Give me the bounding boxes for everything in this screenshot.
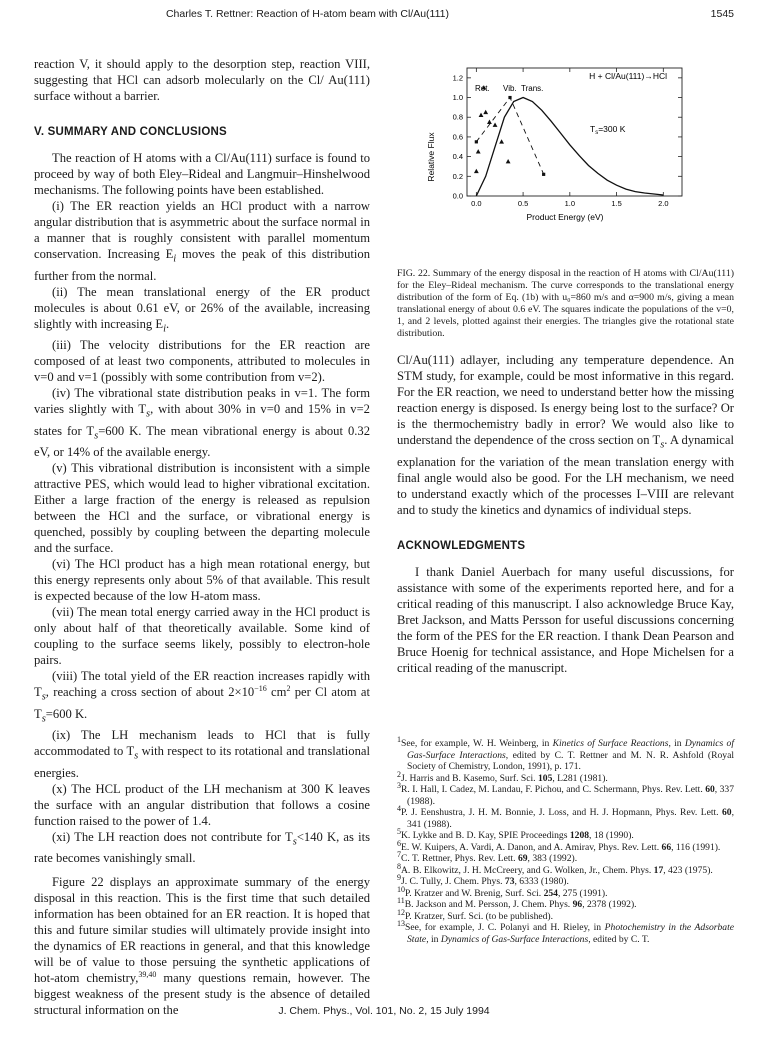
reference-number: 9 — [397, 872, 401, 882]
reference-number: 12 — [397, 907, 405, 917]
list-item-i: (i) The ER reaction yields an HCl product with a narrow angular distribution that is asymmetric about the surface normal in a manner that is roughly consistent with parallel momentum conservation. Increasing $E_i$ moves the peak of this distribution further from the normal. — [34, 199, 370, 283]
y-tick-label: 0.6 — [452, 132, 463, 142]
x-tick-label: 2.0 — [658, 199, 669, 208]
x-tick-label: 1.0 — [564, 199, 576, 208]
reference-item: $^{10}$P. Kratzer and W. Brenig, Surf. Sci. 254, 275 (1991). — [397, 884, 608, 899]
vib-square-point — [475, 140, 478, 143]
section-title: V. SUMMARY AND CONCLUSIONS — [34, 126, 227, 138]
page-number: 1545 — [710, 8, 734, 20]
reference-number: 10 — [397, 884, 405, 894]
reference-number: 13 — [397, 918, 405, 928]
x-tick-label: 1.5 — [611, 199, 622, 208]
rot-triangle-point — [476, 149, 481, 153]
reference-item: $^{11}$B. Jackson and M. Persson, J. Chem. Phys. 96, 2378 (1992). — [397, 895, 637, 910]
y-tick-label: 1.0 — [452, 93, 463, 103]
rot-label: Rot. — [475, 84, 490, 93]
rot-triangle-point — [499, 139, 504, 143]
reference-item: $^9$J. C. Tully, J. Chem. Phys. 73, 6333 (1980). — [397, 872, 569, 887]
paragraph-intro: reaction V, it should apply to the desorption step, reaction VIII, suggesting that HCl can adsorb molecularly on the Cl/ Au(111) surface without a barrier. — [34, 57, 370, 103]
reference-item: $^2$J. Harris and B. Kasemo, Surf. Sci. 105, L281 (1981). — [397, 769, 608, 784]
list-item-iii: (iii) The velocity distributions for the ER reaction are composed of at least two components, attributed to molecules in v=0 and v=1 (possibly with some contribution from v=2). — [34, 338, 370, 385]
rot-triangle-point — [487, 120, 492, 124]
list-item-xi: (xi) The LH reaction does not contribute for $T_s<140$ K, as its rate becomes vanishingly small. — [34, 829, 371, 866]
list-item-viii: (viii) The total yield of the ER reaction increases rapidly with $T_s$, reaching a cross section of about $2\times 10^{-16}$ $cm^2$ per Cl atom at $T_s=600$ K. — [34, 669, 370, 725]
acknowledgments-text: I thank Daniel Auerbach for many useful discussions, for assistance with some of the experiments reported here, and for a critical reading of this manuscript. I also acknowledge Bruce Kay, Bret Jackson, and Matts Persson for useful discussions concerning the form of the PES for the ER reaction. I thank Dean Pearson and Bruce Hoenig for technical assistance, and Hope Michelsen for a critical reading of the manuscript. — [397, 564, 734, 675]
y-tick-label: 0.0 — [452, 191, 463, 201]
rot-triangle-point — [506, 159, 511, 163]
left-column — [34, 56, 370, 1018]
rot-triangle-point — [479, 113, 484, 117]
reference-item: $^4$P. J. Eenshustra, J. H. M. Bonnie, J. Loss, and H. J. Hopmann, Phys. Rev. Lett. 60, 341 (1988). — [397, 803, 734, 830]
temperature-label: $T_s=300$ K — [590, 124, 626, 136]
reference-number: 8 — [397, 861, 401, 871]
list-item-v: (v) This vibrational distribution is inconsistent with a simple attractive PES, which would lead to higher vibrational excitation. Either a large fraction of the energy is released as repulsion between the HCl and the surface, or vibrational energy is quenched, possibly by coupling between the departing molecule and the surface. — [34, 461, 370, 556]
list-item-vi: (vi) The HCl product has a high mean rotational energy, but this energy represents only about 5% of that available. This result is expected because of the low H-atom mass. — [34, 557, 370, 604]
y-tick-label: 1.2 — [452, 73, 463, 83]
reference-item: $^5$K. Lykke and B. D. Kay, SPIE Proceedings 1208, 18 (1990). — [397, 826, 634, 841]
paragraph-continued: Cl/Au(111) adlayer, including any temperature dependence. An STM study, for example, could be most informative in this regard. For the ER reaction, we need to understand better how the missing reaction energy is disposed. Is energy being lost to the surface? Or is the thermochemistry badly in error? We would also like to understand the dependence of the cross section on $T_s$. A dynamical explanation for the variation of the mean translation energy with final angle would also be good. For the LH mechanism, we need to understand exactly which of the processes I–VIII are relevant and to study the kinetics and dynamics of individual steps. — [397, 353, 734, 517]
reference-item: $^{13}$See, for example, J. C. Polanyi and H. Rieley, in Photochemistry in the Adsorbate State, in Dynamics of Gas-Surface Interactions, edited by C. T. — [397, 918, 735, 945]
x-axis-label: Product Energy (eV) — [526, 212, 604, 222]
reference-item: $^7$C. T. Rettner, Phys. Rev. Lett. 69, 383 (1992). — [397, 849, 578, 864]
reference-item: $^6$E. W. Kuipers, A. Vardi, A. Danon, and A. Amirav, Phys. Rev. Lett. 66, 116 (1991). — [397, 838, 721, 853]
acknowledgments-title: ACKNOWLEDGMENTS — [397, 539, 526, 552]
paragraph-figure-discussion: Figure 22 displays an approximate summary of the energy disposal in this reaction. This is the first time that such detailed information has been obtained for an ER reaction. It is hoped that this and future similar studies will ultimately provide insight into the dynamics of ER reactions in general, and that this knowledge will be of value to those persuing the synthetic applications of hot-atom chemistry,$^{39,40}$ many questions remain, however. The biggest weakness of the present study is the absence of detailed structural information on the — [34, 875, 371, 1018]
energy-disposal-chart — [420, 60, 700, 232]
list-item-vii: (vii) The mean total energy carried away in the HCl product is only about half of that theoretically available. Some kind of coupling to the surface seems likely, possibly to electron-hole pairs. — [34, 605, 370, 668]
trans-label: Trans. — [521, 84, 544, 93]
references-list — [397, 734, 735, 945]
reference-item: $^1$See, for example, W. H. Weinberg, in Kinetics of Surface Reactions, in Dynamics of Gas-Surface Interactions, edited by C. T. Rettner and M. N. R. Ashfold (Royal Society of Chemistry, London, 1991), p. 171. — [397, 734, 734, 772]
reference-number: 4 — [397, 803, 401, 813]
reference-item: $^8$A. B. Elkowitz, J. H. McCreery, and G. Wolken, Jr., Chem. Phys. 17, 423 (1975). — [397, 861, 713, 876]
y-axis-label: Relative Flux — [426, 132, 436, 182]
list-item-iv: (iv) The vibrational state distribution peaks in v=1. The form varies slightly with $T_s$, with about 30% in v=0 and 15% in v=2 states for $T_s=600$ K. The mean vibrational energy is about 0.32 eV, or 14% of the available energy. — [34, 386, 370, 460]
figure-22 — [420, 60, 700, 232]
list-item-x: (x) The HCL product of the LH mechanism at 300 K leaves the surface with an angular distribution that follows a cosine function raised to the power of 1.4. — [34, 781, 370, 828]
running-header: Charles T. Rettner: Reaction of H-atom beam with Cl/Au(111) — [165, 8, 450, 20]
reference-item: $^{12}$P. Kratzer, Surf. Sci. (to be published). — [397, 907, 554, 922]
vib-square-point — [542, 173, 545, 176]
right-column — [397, 352, 734, 676]
figure-caption: FIG. 22. Summary of the energy disposal in the reaction of H atoms with Cl/Au(111) for the Eley–Rideal mechanism. The curve corresponds to the translational energy distribution of the form of Eq. (1b) with u₀=860 m/s and α=900 m/s, giving a mean translational energy of about 0.6 eV. The squares indicate the populations of the v=0, 1, and 2 levels, plotted against their energies. The triangles give the rotational state distribution. — [397, 268, 734, 339]
list-item-ix: (ix) The LH mechanism leads to HCl that is fully accommodated to $T_s$ with respect to its rotational and translational energies. — [34, 728, 370, 780]
reference-number: 1 — [397, 734, 401, 744]
journal-footer: J. Chem. Phys., Vol. 101, No. 2, 15 July 1994 — [278, 1005, 490, 1017]
vib-square-point — [508, 96, 511, 99]
reference-number: 2 — [397, 769, 401, 779]
y-tick-label: 0.8 — [452, 112, 463, 122]
reference-number: 6 — [397, 838, 401, 848]
x-tick-label: 0.5 — [517, 199, 529, 208]
reference-number: 3 — [397, 780, 401, 790]
paragraph-summary: The reaction of H atoms with a Cl/Au(111) surface is found to proceed by way of both Eley–Rideal and Langmuir–Hinshelwood mechanisms. The following points have been established. — [34, 151, 370, 197]
chart-legend-label: H + Cl/Au(111)→HCl — [589, 71, 667, 81]
reference-number: 5 — [397, 826, 401, 836]
reference-number: 11 — [397, 895, 405, 905]
reference-number: 7 — [397, 849, 401, 859]
list-item-ii: (ii) The mean translational energy of the ER product molecules is about 0.61 eV, or 26% of the available, increasing slightly with increasing $E_i$. — [34, 284, 370, 335]
y-tick-label: 0.4 — [452, 152, 463, 162]
rot-triangle-point — [474, 169, 479, 173]
x-tick-label: 0.0 — [471, 199, 482, 208]
trans-curve — [476, 98, 663, 197]
rot-triangle-point — [483, 110, 488, 114]
rot-triangle-point — [493, 123, 498, 127]
reference-item: $^3$R. I. Hall, I. Cadez, M. Landau, F. Pichou, and C. Schermann, Phys. Rev. Lett. 60, 337 (1988). — [397, 780, 735, 807]
vib-label: Vib. — [503, 84, 517, 93]
y-tick-label: 0.2 — [452, 171, 463, 181]
